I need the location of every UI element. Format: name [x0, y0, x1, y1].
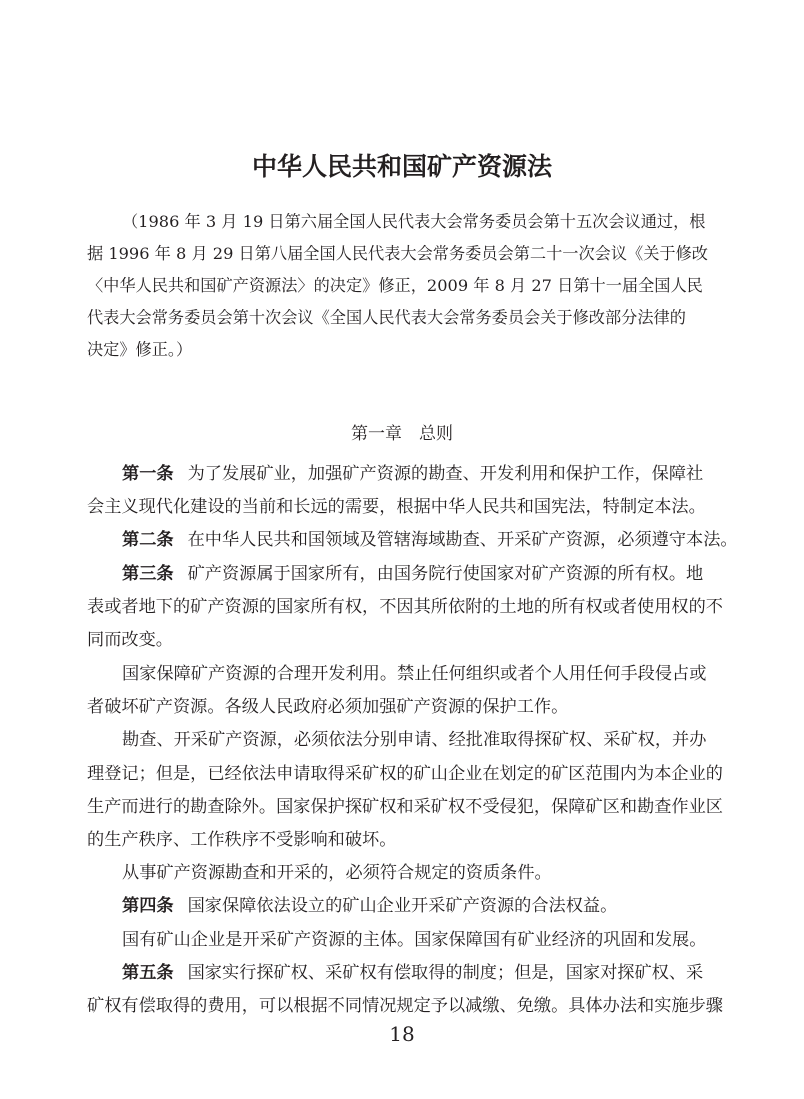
article-text: 在中华人民共和国领域及管辖海域勘查、开采矿产资源，必须遵守本法。	[187, 530, 738, 550]
article-line: 国家保障矿产资源的合理开发利用。禁止任何组织或者个人用任何手段侵占或	[122, 664, 707, 684]
article-line: 生产而进行的勘查除外。国家保护探矿权和采矿权不受侵犯，保障矿区和勘查作业区	[87, 797, 723, 817]
note-line: 代表大会常务委员会第十次会议《全国人民代表大会常务委员会关于修改部分法律的	[87, 308, 686, 327]
article-line: 矿权有偿取得的费用，可以根据不同情况规定予以减缴、免缴。具体办法和实施步骤	[87, 996, 723, 1016]
article-line: 理登记；但是，已经依法申请取得采矿权的矿山企业在划定的矿区范围内为本企业的	[87, 764, 723, 784]
article-text: 国家实行探矿权、采矿权有偿取得的制度；但是，国家对探矿权、采	[187, 963, 704, 983]
article-label: 第二条	[122, 530, 174, 550]
article-text: 矿产资源属于国家所有，由国务院行使国家对矿产资源的所有权。地	[187, 564, 704, 584]
article-line	[122, 563, 703, 585]
chapter-heading: 第一章 总则	[351, 424, 453, 444]
article-line: 会主义现代化建设的当前和长远的需要，根据中华人民共和国宪法，特制定本法。	[87, 497, 706, 517]
article-line	[122, 529, 738, 551]
note-line: 决定》修正。）	[87, 340, 193, 359]
note-line: （1986 年 3 月 19 日第六届全国人民代表大会常务委员会第十五次会议通过，根	[122, 212, 706, 231]
article-label: 第四条	[122, 896, 174, 916]
article-line: 者破坏矿产资源。各级人民政府必须加强矿产资源的保护工作。	[87, 697, 569, 717]
article-label: 第五条	[122, 963, 174, 983]
page-number: 18	[389, 1022, 415, 1046]
article-line	[122, 895, 617, 917]
article-line: 同而改变。	[87, 630, 173, 650]
article-text: 为了发展矿业，加强矿产资源的勘查、开发利用和保护工作，保障社	[187, 464, 704, 484]
article-text: 国家保障依法设立的矿山企业开采矿产资源的合法权益。	[187, 896, 618, 916]
article-line: 勘查、开采矿产资源，必须依法分别申请、经批准取得探矿权、采矿权，并办	[122, 730, 707, 750]
article-label: 第三条	[122, 564, 174, 584]
article-line: 表或者地下的矿产资源的国家所有权，不因其所依附的土地的所有权或者使用权的不	[87, 597, 723, 617]
article-line	[122, 463, 703, 485]
article-line: 国有矿山企业是开采矿产资源的主体。国家保障国有矿业经济的巩固和发展。	[122, 930, 707, 950]
article-line	[122, 962, 703, 984]
article-line: 从事矿产资源勘查和开采的，必须符合规定的资质条件。	[122, 863, 552, 883]
note-line: 〈中华人民共和国矿产资源法〉的决定》修正，2009 年 8 月 27 日第十一届全国人民	[87, 276, 703, 295]
article-line: 的生产秩序、工作秩序不受影响和破坏。	[87, 830, 397, 850]
article-label: 第一条	[122, 464, 174, 484]
note-line: 据 1996 年 8 月 29 日第八届全国人民代表大会常务委员会第二十一次会议《关于修改	[87, 244, 708, 263]
law-title: 中华人民共和国矿产资源法	[251, 152, 552, 181]
